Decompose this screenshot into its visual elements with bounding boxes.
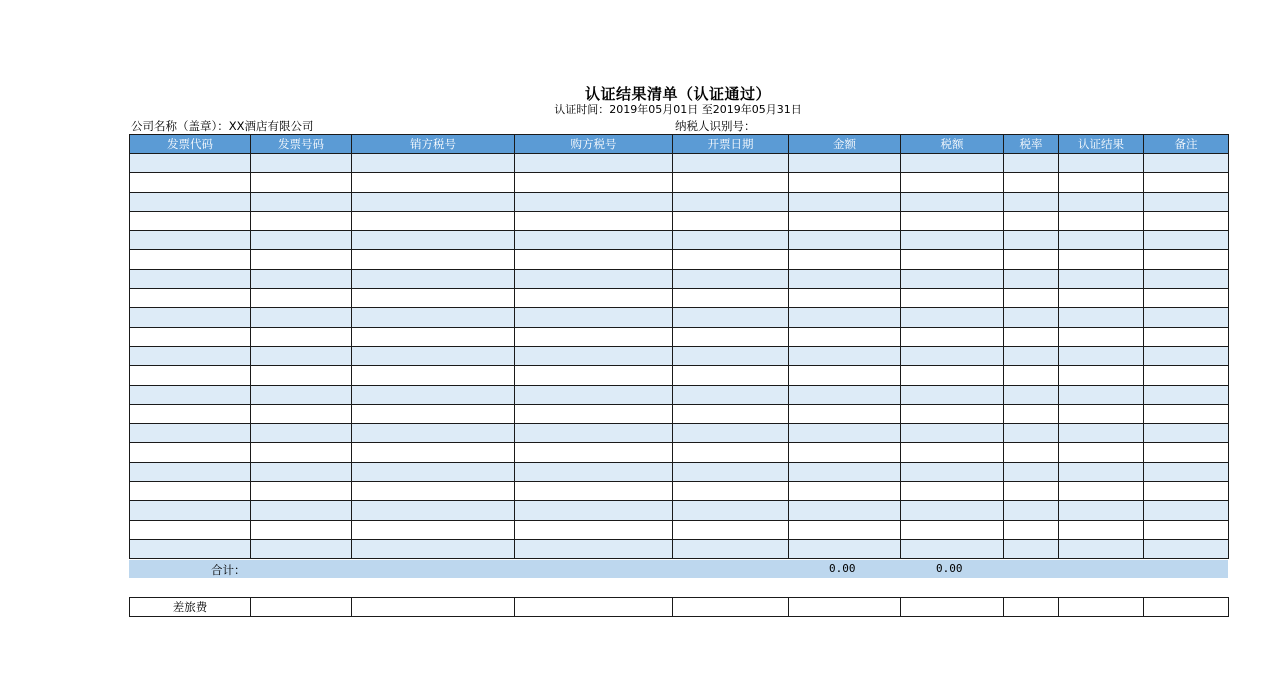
table-cell[interactable]	[673, 520, 789, 539]
table-cell[interactable]	[901, 250, 1004, 269]
table-cell[interactable]	[1059, 443, 1144, 462]
table-cell[interactable]	[130, 211, 251, 230]
table-cell[interactable]	[1059, 520, 1144, 539]
table-cell[interactable]	[789, 443, 901, 462]
table-cell[interactable]	[1144, 308, 1229, 327]
table-cell[interactable]	[901, 366, 1004, 385]
table-cell[interactable]	[130, 404, 251, 423]
table-row	[130, 539, 1229, 558]
table-cell[interactable]	[515, 501, 673, 520]
table-cell[interactable]	[901, 424, 1004, 443]
table-cell[interactable]	[673, 173, 789, 192]
table-cell[interactable]	[130, 346, 251, 365]
company-name: 公司名称（盖章）：XX酒店有限公司	[131, 119, 314, 133]
table-cell[interactable]	[352, 462, 515, 481]
col-header-issue-date: 开票日期	[673, 135, 789, 154]
table-cell[interactable]	[673, 269, 789, 288]
table-cell[interactable]	[1004, 211, 1059, 230]
table-cell[interactable]	[901, 385, 1004, 404]
table-cell[interactable]	[789, 211, 901, 230]
table-cell[interactable]	[515, 211, 673, 230]
table-cell[interactable]	[1144, 192, 1229, 211]
table-cell[interactable]	[789, 231, 901, 250]
table-cell[interactable]	[1004, 173, 1059, 192]
table-cell[interactable]	[901, 173, 1004, 192]
table-cell[interactable]	[1144, 462, 1229, 481]
table-cell[interactable]	[673, 250, 789, 269]
table-cell[interactable]	[515, 289, 673, 308]
table-cell[interactable]	[1004, 501, 1059, 520]
table-cell[interactable]	[130, 385, 251, 404]
table-row	[130, 424, 1229, 443]
table-cell[interactable]	[1004, 424, 1059, 443]
table-cell[interactable]	[130, 482, 251, 501]
document-title: 认证结果清单（认证通过）	[584, 85, 771, 103]
table-cell[interactable]	[251, 346, 352, 365]
table-cell[interactable]	[352, 231, 515, 250]
total-tax: 0.00	[936, 562, 963, 575]
table-cell[interactable]	[130, 501, 251, 520]
table-cell[interactable]	[673, 289, 789, 308]
table-cell[interactable]	[1004, 462, 1059, 481]
table-cell[interactable]	[251, 424, 352, 443]
table-cell[interactable]	[130, 327, 251, 346]
table-cell[interactable]	[251, 598, 352, 617]
table-cell[interactable]	[1004, 327, 1059, 346]
col-header-tax-amount: 税额	[901, 135, 1004, 154]
table-row	[130, 269, 1229, 288]
table-row	[130, 173, 1229, 192]
table-cell[interactable]	[1004, 192, 1059, 211]
table-cell[interactable]	[901, 539, 1004, 558]
table-cell[interactable]	[130, 366, 251, 385]
table-cell[interactable]	[901, 443, 1004, 462]
table-cell[interactable]	[1059, 250, 1144, 269]
table-row	[130, 211, 1229, 230]
table-row	[130, 154, 1229, 173]
table-cell[interactable]	[515, 192, 673, 211]
table-cell[interactable]	[515, 154, 673, 173]
table-cell[interactable]	[1004, 289, 1059, 308]
table-cell[interactable]	[352, 173, 515, 192]
col-header-tax-rate: 税率	[1004, 135, 1059, 154]
table-cell[interactable]	[673, 598, 789, 617]
table-cell[interactable]	[789, 462, 901, 481]
table-cell[interactable]	[1004, 404, 1059, 423]
table-cell[interactable]	[352, 443, 515, 462]
table-cell[interactable]	[673, 192, 789, 211]
table-cell[interactable]	[1144, 346, 1229, 365]
table-row	[130, 366, 1229, 385]
table-row	[130, 231, 1229, 250]
table-cell[interactable]	[130, 539, 251, 558]
certification-period: 认证时间：2019年05月01日 至2019年05月31日	[554, 103, 802, 116]
table-cell[interactable]	[251, 462, 352, 481]
table-cell[interactable]	[1144, 366, 1229, 385]
table-cell[interactable]	[515, 327, 673, 346]
table-cell[interactable]	[130, 462, 251, 481]
table-cell[interactable]	[673, 154, 789, 173]
table-cell[interactable]	[673, 231, 789, 250]
table-cell[interactable]	[251, 192, 352, 211]
table-row	[130, 462, 1229, 481]
col-header-remarks: 备注	[1144, 135, 1229, 154]
table-cell[interactable]	[901, 501, 1004, 520]
col-header-invoice-number: 发票号码	[251, 135, 352, 154]
table-cell[interactable]	[673, 482, 789, 501]
table-cell[interactable]	[1004, 250, 1059, 269]
table-cell[interactable]	[352, 385, 515, 404]
table-cell[interactable]	[251, 154, 352, 173]
total-amount: 0.00	[829, 562, 856, 575]
table-cell[interactable]	[352, 308, 515, 327]
table-cell[interactable]	[789, 366, 901, 385]
table-cell[interactable]	[901, 327, 1004, 346]
table-cell[interactable]	[251, 404, 352, 423]
header-row	[130, 135, 1229, 154]
table-row	[130, 404, 1229, 423]
table-row	[130, 346, 1229, 365]
table-cell[interactable]	[1004, 539, 1059, 558]
table-cell[interactable]	[901, 192, 1004, 211]
table-cell[interactable]	[673, 539, 789, 558]
table-cell[interactable]	[1059, 173, 1144, 192]
col-header-invoice-code: 发票代码	[130, 135, 251, 154]
table-cell[interactable]	[1059, 192, 1144, 211]
table-cell[interactable]	[1144, 598, 1229, 617]
table-cell[interactable]	[352, 211, 515, 230]
table-cell[interactable]	[1144, 501, 1229, 520]
table-cell[interactable]	[901, 520, 1004, 539]
table-cell[interactable]	[130, 192, 251, 211]
table-cell[interactable]	[1144, 482, 1229, 501]
table-cell[interactable]	[352, 598, 515, 617]
table-cell[interactable]	[1144, 289, 1229, 308]
table-cell[interactable]	[251, 211, 352, 230]
table-cell[interactable]	[352, 154, 515, 173]
table-cell[interactable]	[789, 424, 901, 443]
table-row	[130, 192, 1229, 211]
table-cell[interactable]	[1059, 327, 1144, 346]
table-cell[interactable]	[251, 308, 352, 327]
table-cell[interactable]	[1144, 211, 1229, 230]
table-cell[interactable]	[1004, 385, 1059, 404]
table-cell[interactable]	[352, 404, 515, 423]
table-cell[interactable]	[130, 308, 251, 327]
table-cell[interactable]	[251, 327, 352, 346]
table-cell[interactable]	[1059, 154, 1144, 173]
table-cell[interactable]	[673, 462, 789, 481]
table-cell[interactable]	[789, 482, 901, 501]
table-cell[interactable]	[130, 173, 251, 192]
table-row	[130, 443, 1229, 462]
table-cell[interactable]	[673, 308, 789, 327]
table-cell[interactable]	[1004, 154, 1059, 173]
table-cell[interactable]	[901, 598, 1004, 617]
table-cell[interactable]	[515, 385, 673, 404]
col-header-amount: 金额	[789, 135, 901, 154]
table-cell[interactable]	[1144, 385, 1229, 404]
table-cell[interactable]	[515, 404, 673, 423]
table-cell[interactable]	[1059, 424, 1144, 443]
table-cell[interactable]	[352, 192, 515, 211]
table-cell[interactable]	[515, 231, 673, 250]
table-cell[interactable]	[1004, 482, 1059, 501]
table-cell[interactable]	[1144, 443, 1229, 462]
table-row	[130, 289, 1229, 308]
table-cell[interactable]	[1059, 366, 1144, 385]
table-cell[interactable]	[515, 539, 673, 558]
table-cell[interactable]	[130, 231, 251, 250]
table-cell[interactable]	[673, 366, 789, 385]
travel-expense-label: 差旅费	[130, 598, 251, 617]
table-cell[interactable]	[789, 327, 901, 346]
table-cell[interactable]	[673, 346, 789, 365]
table-cell[interactable]	[1144, 520, 1229, 539]
table-cell[interactable]	[515, 462, 673, 481]
table-cell[interactable]	[515, 598, 673, 617]
table-cell[interactable]	[1059, 211, 1144, 230]
table-cell[interactable]	[789, 598, 901, 617]
table-cell[interactable]	[1144, 154, 1229, 173]
table-cell[interactable]	[251, 231, 352, 250]
table-cell[interactable]	[352, 539, 515, 558]
table-cell[interactable]	[1004, 346, 1059, 365]
table-cell[interactable]	[901, 308, 1004, 327]
table-cell[interactable]	[1059, 482, 1144, 501]
table-cell[interactable]	[251, 443, 352, 462]
table-cell[interactable]	[789, 520, 901, 539]
table-cell[interactable]	[1144, 269, 1229, 288]
table-cell[interactable]	[130, 424, 251, 443]
invoice-table	[129, 134, 1229, 559]
table-cell[interactable]	[1144, 173, 1229, 192]
table-cell[interactable]	[1059, 404, 1144, 423]
table-cell[interactable]	[251, 269, 352, 288]
table-row	[130, 308, 1229, 327]
table-cell[interactable]	[901, 462, 1004, 481]
table-row	[130, 501, 1229, 520]
table-cell[interactable]	[1144, 539, 1229, 558]
travel-expense-table	[129, 597, 1229, 617]
table-cell[interactable]	[352, 250, 515, 269]
table-cell[interactable]	[352, 289, 515, 308]
table-cell[interactable]	[515, 443, 673, 462]
table-cell[interactable]	[901, 211, 1004, 230]
table-cell[interactable]	[1059, 346, 1144, 365]
table-cell[interactable]	[1059, 598, 1144, 617]
table-cell[interactable]	[515, 482, 673, 501]
total-row	[129, 560, 1228, 578]
table-cell[interactable]	[901, 269, 1004, 288]
table-cell[interactable]	[789, 501, 901, 520]
table-cell[interactable]	[352, 520, 515, 539]
table-cell[interactable]	[1059, 231, 1144, 250]
table-cell[interactable]	[352, 482, 515, 501]
table-cell[interactable]	[1004, 520, 1059, 539]
table-cell[interactable]	[901, 346, 1004, 365]
table-cell[interactable]	[1059, 501, 1144, 520]
table-cell[interactable]	[1059, 462, 1144, 481]
table-cell[interactable]	[251, 173, 352, 192]
table-cell[interactable]	[251, 289, 352, 308]
table-row	[130, 482, 1229, 501]
table-cell[interactable]	[130, 443, 251, 462]
table-cell[interactable]	[673, 443, 789, 462]
table-cell[interactable]	[1004, 308, 1059, 327]
table-cell[interactable]	[789, 154, 901, 173]
table-cell[interactable]	[515, 520, 673, 539]
table-cell[interactable]	[673, 424, 789, 443]
table-cell[interactable]	[673, 385, 789, 404]
table-cell[interactable]	[1144, 404, 1229, 423]
table-cell[interactable]	[673, 404, 789, 423]
table-cell[interactable]	[901, 154, 1004, 173]
table-cell[interactable]	[1059, 539, 1144, 558]
table-cell[interactable]	[130, 269, 251, 288]
table-cell[interactable]	[130, 520, 251, 539]
table-cell[interactable]	[673, 501, 789, 520]
table-cell[interactable]	[1059, 385, 1144, 404]
table-cell[interactable]	[352, 269, 515, 288]
table-cell[interactable]	[789, 173, 901, 192]
table-cell[interactable]	[901, 289, 1004, 308]
table-cell[interactable]	[515, 308, 673, 327]
total-label: 合计：	[211, 563, 246, 577]
table-cell[interactable]	[352, 366, 515, 385]
table-cell[interactable]	[352, 327, 515, 346]
table-row	[130, 520, 1229, 539]
table-cell[interactable]	[1004, 443, 1059, 462]
table-cell[interactable]	[1144, 250, 1229, 269]
table-cell[interactable]	[1004, 231, 1059, 250]
table-cell[interactable]	[515, 173, 673, 192]
table-cell[interactable]	[352, 346, 515, 365]
taxpayer-id-label: 纳税人识别号：	[675, 119, 756, 133]
travel-expense-row	[130, 598, 1229, 617]
table-cell[interactable]	[515, 424, 673, 443]
table-cell[interactable]	[515, 269, 673, 288]
table-cell[interactable]	[251, 250, 352, 269]
table-cell[interactable]	[1059, 289, 1144, 308]
col-header-seller-tax-id: 销方税号	[352, 135, 515, 154]
table-cell[interactable]	[251, 520, 352, 539]
table-cell[interactable]	[251, 366, 352, 385]
table-cell[interactable]	[1004, 598, 1059, 617]
table-cell[interactable]	[251, 501, 352, 520]
col-header-buyer-tax-id: 购方税号	[515, 135, 673, 154]
table-cell[interactable]	[789, 385, 901, 404]
table-cell[interactable]	[901, 482, 1004, 501]
table-cell[interactable]	[251, 385, 352, 404]
table-cell[interactable]	[673, 327, 789, 346]
table-cell[interactable]	[130, 289, 251, 308]
table-cell[interactable]	[789, 269, 901, 288]
table-cell[interactable]	[515, 346, 673, 365]
table-cell[interactable]	[1059, 308, 1144, 327]
table-cell[interactable]	[901, 404, 1004, 423]
table-cell[interactable]	[789, 289, 901, 308]
table-cell[interactable]	[1004, 269, 1059, 288]
col-header-certification-result: 认证结果	[1059, 135, 1144, 154]
table-cell[interactable]	[789, 404, 901, 423]
table-cell[interactable]	[515, 366, 673, 385]
table-cell[interactable]	[1144, 231, 1229, 250]
table-cell[interactable]	[901, 231, 1004, 250]
table-cell[interactable]	[1004, 366, 1059, 385]
table-row	[130, 385, 1229, 404]
table-row	[130, 327, 1229, 346]
table-cell[interactable]	[789, 308, 901, 327]
table-cell[interactable]	[515, 250, 673, 269]
table-cell[interactable]	[251, 539, 352, 558]
table-cell[interactable]	[789, 192, 901, 211]
table-cell[interactable]	[130, 250, 251, 269]
table-cell[interactable]	[789, 250, 901, 269]
table-cell[interactable]	[251, 482, 352, 501]
table-cell[interactable]	[1059, 269, 1144, 288]
table-cell[interactable]	[352, 424, 515, 443]
table-cell[interactable]	[789, 539, 901, 558]
table-cell[interactable]	[1144, 424, 1229, 443]
table-cell[interactable]	[352, 501, 515, 520]
table-cell[interactable]	[1144, 327, 1229, 346]
table-cell[interactable]	[789, 346, 901, 365]
table-cell[interactable]	[130, 154, 251, 173]
table-row	[130, 250, 1229, 269]
table-cell[interactable]	[673, 211, 789, 230]
